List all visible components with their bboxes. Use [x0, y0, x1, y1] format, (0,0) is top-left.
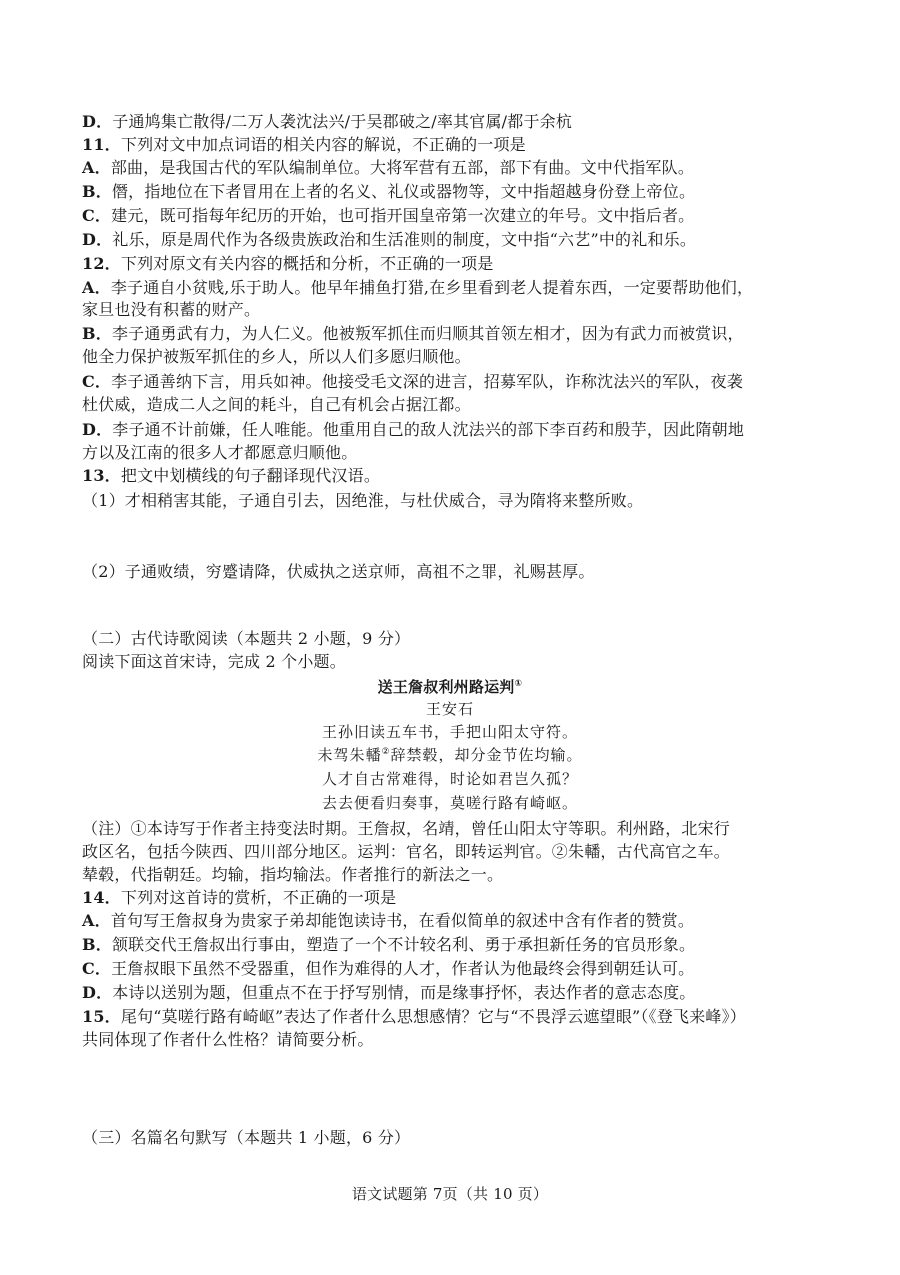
poem-note-3: 辇毂，代指朝廷。均输，指均输法。作者推行的新法之一。	[82, 865, 504, 884]
q12-option-b: B．李子通勇武有力，为人仁义。他被叛军抓住而归顺其首领左相才，因为有武力而被赏识，	[82, 324, 744, 343]
section3-heading: （三）名篇名句默写（本题共 1 小题，6 分）	[82, 1128, 411, 1147]
q14-option-c: C．王詹叔眼下虽然不受器重，但作为难得的人才，作者认为他最终会得到朝廷认可。	[82, 959, 695, 978]
poem-title: 送王詹叔利州路运判①	[377, 678, 523, 696]
q12-option-d-cont: 方以及江南的很多人才都愿意归顺他。	[82, 443, 358, 462]
poem-note-1: （注）①本诗写于作者主持变法时期。王詹叔，名靖，曾任山阳太守等职。利州路，北宋行	[82, 819, 731, 838]
q10-option-d: D．子通鸠集亡散得/二万人袭沈法兴/于吴郡破之/率其官属/都于余杭	[82, 112, 573, 131]
q11-option-d: D．礼乐，原是周代作为各级贵族政治和生活准则的制度，文中指“六艺”中的礼和乐。	[82, 230, 697, 249]
q12-option-d: D．李子通不计前嫌，任人唯能。他重用自己的敌人沈法兴的部下李百药和殷芋，因此隋朝地	[82, 420, 745, 439]
q12-option-c: C．李子通善纳下言，用兵如神。他接受毛文深的进言，招募军队，诈称沈法兴的军队，夜袭	[82, 372, 743, 391]
q14-option-a: A．首句写王詹叔身为贵家子弟却能饱读诗书，在看似简单的叙述中含有作者的赞赏。	[82, 911, 695, 930]
q14-option-d: D．本诗以送别为题，但重点不在于抒写别情，而是缘事抒怀，表达作者的意志态度。	[82, 983, 696, 1002]
q13-item-1: （1）才相稍害其能，子通自引去，因绝淮，与杜伏威合，寻为隋将来整所败。	[82, 491, 644, 510]
q13-stem: 13．把文中划横线的句子翻译现代汉语。	[82, 466, 381, 485]
q12-option-c-cont: 杜伏威，造成二人之间的耗斗，自己有机会占据江都。	[82, 395, 471, 414]
poem-line-2: 未驾朱轓②辞禁毂，却分金节佐均输。	[317, 746, 583, 764]
poem-line-4: 去去便看归奏事，莫嗟行路有崎岖。	[321, 794, 578, 812]
q11-stem: 11．下列对文中加点词语的相关内容的解说，不正确的一项是	[82, 135, 526, 154]
q11-option-b: B．僭，指地位在下者冒用在上者的名义、礼仪或器物等，文中指超越身份登上帝位。	[82, 182, 696, 201]
q15-stem-cont: 共同体现了作者什么性格？请简要分析。	[82, 1030, 374, 1049]
q12-option-a-cont: 家旦也没有积蓄的财产。	[82, 300, 261, 319]
poem-line-3: 人才自古常难得，时论如君岂久孤？	[321, 770, 578, 788]
section2-heading: （二）古代诗歌阅读（本题共 2 小题，9 分）	[82, 629, 411, 648]
section2-instruction: 阅读下面这首宋诗，完成 2 个小题。	[82, 652, 346, 671]
q11-option-c: C．建元，既可指每年纪历的开始，也可指开国皇帝第一次建立的年号。文中指后者。	[82, 206, 695, 225]
poem-author: 王安石	[425, 700, 474, 718]
page-footer: 语文试题第 7页（共 10 页）	[351, 1185, 549, 1203]
q12-stem: 12．下列对原文有关内容的概括和分析，不正确的一项是	[82, 254, 494, 273]
q11-option-a: A．部曲，是我国古代的军队编制单位。大将军营有五部，部下有曲。文中代指军队。	[82, 158, 695, 177]
q12-option-a: A．李子通自小贫贱,乐于助人。他早年捕鱼打猎,在乡里看到老人提着东西，一定要帮助他们，	[82, 278, 754, 297]
q12-option-b-cont: 他全力保护被叛军抓住的乡人，所以人们多愿归顺他。	[82, 347, 471, 366]
q14-option-b: B．颔联交代王詹叔出行事由，塑造了一个不计较名利、勇于承担新任务的官员形象。	[82, 935, 696, 954]
q14-stem: 14．下列对这首诗的赏析，不正确的一项是	[82, 888, 397, 907]
q15-stem: 15．尾句“莫嗟行路有崎岖”表达了作者什么思想感情？它与“不畏浮云遮望眼”（《登飞来峰》）	[82, 1007, 746, 1026]
poem-note-2: 政区名，包括今陕西、四川部分地区。运判：官名，即转运判官。②朱轓，古代高官之车。	[82, 842, 731, 861]
q13-item-2: （2）子通败绩，穷蹙请降，伏威执之送京师，高祖不之罪，礼赐甚厚。	[82, 562, 595, 581]
poem-line-1: 王孙旧读五车书，手把山阳太守符。	[321, 723, 578, 741]
